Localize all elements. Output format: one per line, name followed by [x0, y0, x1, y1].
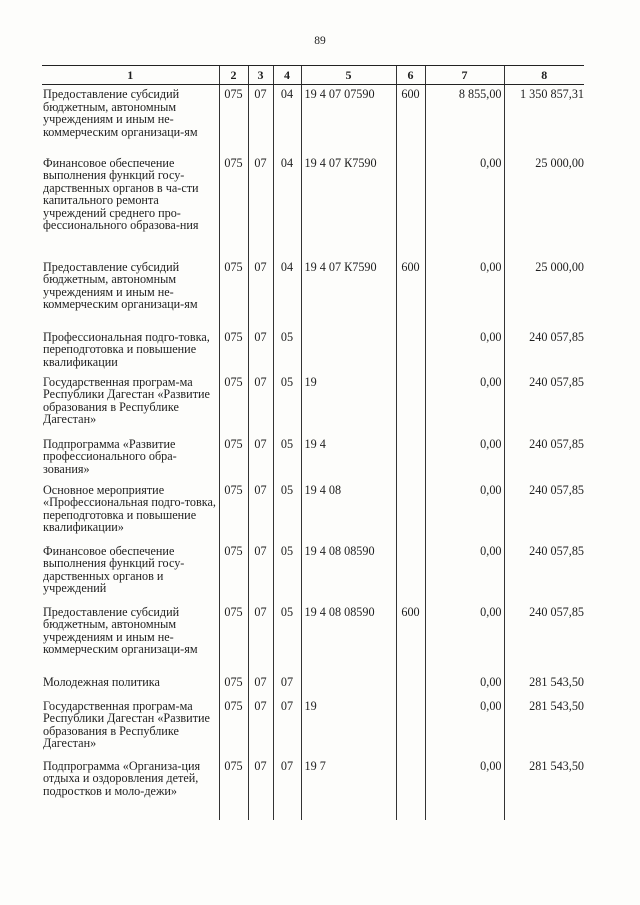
row-name: Государственная програм-ма Республики Дагестан «Развитие образования в Республике Дагестан»	[43, 374, 210, 427]
column-header-3: 3	[248, 66, 273, 85]
row-code: 19 4 08	[301, 481, 396, 542]
row-col2: 075	[219, 542, 248, 603]
row-col8: 240 057,85	[504, 373, 584, 435]
row-col7: 0,00	[425, 258, 504, 328]
row-code: 19	[301, 697, 396, 757]
row-col6	[396, 542, 425, 603]
row-name: Предоставление субсидий бюджетным, автономным учреждениям и иным не-коммерческим организаци-ям	[43, 259, 198, 312]
row-col6	[396, 373, 425, 435]
row-code	[301, 673, 396, 697]
row-name: Финансовое обеспечение выполнения функций госу-дарственных органов и учреждений	[43, 543, 185, 596]
row-col4: 04	[273, 85, 301, 154]
table-row	[42, 673, 584, 697]
row-col2: 075	[219, 757, 248, 820]
row-col6: 600	[396, 603, 425, 673]
row-col7: 8 855,00	[425, 85, 504, 154]
row-col7: 0,00	[425, 697, 504, 757]
page-number: 89	[314, 35, 326, 47]
row-col4: 05	[273, 542, 301, 603]
column-header-5: 5	[301, 66, 396, 85]
row-name: Подпрограмма «Развитие профессионального обра-зования»	[43, 436, 177, 476]
row-col4: 05	[273, 481, 301, 542]
table-row	[42, 481, 584, 542]
row-col2: 075	[219, 154, 248, 258]
row-col3: 07	[248, 697, 273, 757]
row-name: Государственная програм-ма Республики Дагестан «Развитие образования в Республике Дагестан»	[43, 698, 210, 751]
table-row	[42, 697, 584, 757]
row-col3: 07	[248, 603, 273, 673]
row-name: Предоставление субсидий бюджетным, автономным учреждениям и иным не-коммерческим организаци-ям	[43, 87, 198, 139]
row-col7: 0,00	[425, 435, 504, 481]
table-row	[42, 154, 584, 258]
table-row	[42, 603, 584, 673]
row-code: 19 4	[301, 435, 396, 481]
row-name: Финансовое обеспечение выполнения функций госу-дарственных органов в ча-сти капитального ремонта учреждений среднего про-фессионального образова-ния	[43, 155, 199, 233]
table-row	[42, 328, 584, 373]
table-row	[42, 373, 584, 435]
row-col3: 07	[248, 85, 273, 154]
row-col8: 281 543,50	[504, 697, 584, 757]
row-col7: 0,00	[425, 154, 504, 258]
row-col2: 075	[219, 85, 248, 154]
row-col6	[396, 673, 425, 697]
row-col3: 07	[248, 481, 273, 542]
row-col8: 1 350 857,31	[504, 85, 584, 154]
row-col6	[396, 154, 425, 258]
row-col6	[396, 757, 425, 820]
row-name: Основное мероприятие «Профессиональная подго-товка, переподготовка и повышение квалификации»	[43, 482, 216, 535]
row-col7: 0,00	[425, 673, 504, 697]
row-col8: 281 543,50	[504, 757, 584, 820]
row-name: Профессиональная подго-товка, переподготовка и повышение квалификации	[43, 329, 210, 369]
row-col8: 240 057,85	[504, 542, 584, 603]
row-col7: 0,00	[425, 603, 504, 673]
row-col4: 04	[273, 154, 301, 258]
row-name: Молодежная политика	[43, 674, 160, 689]
table-row	[42, 757, 584, 820]
row-col6: 600	[396, 258, 425, 328]
row-col7: 0,00	[425, 757, 504, 820]
row-col7: 0,00	[425, 373, 504, 435]
row-col6: 600	[396, 85, 425, 154]
row-col3: 07	[248, 757, 273, 820]
row-col4: 05	[273, 435, 301, 481]
row-code: 19 7	[301, 757, 396, 820]
column-header-8: 8	[504, 66, 584, 85]
column-header-2: 2	[219, 66, 248, 85]
column-header-7: 7	[425, 66, 504, 85]
row-col3: 07	[248, 542, 273, 603]
row-code	[301, 328, 396, 373]
row-code: 19	[301, 373, 396, 435]
row-col2: 075	[219, 435, 248, 481]
row-name: Предоставление субсидий бюджетным, автономным учреждениям и иным не-коммерческим организаци-ям	[43, 604, 198, 657]
table-row	[42, 435, 584, 481]
row-col6	[396, 435, 425, 481]
row-col8: 240 057,85	[504, 481, 584, 542]
row-code: 19 4 07 К7590	[301, 258, 396, 328]
row-col6	[396, 328, 425, 373]
row-col6	[396, 481, 425, 542]
row-col3: 07	[248, 154, 273, 258]
table-row	[42, 85, 584, 154]
row-col2: 075	[219, 481, 248, 542]
row-col6	[396, 697, 425, 757]
row-col8: 240 057,85	[504, 435, 584, 481]
row-col4: 07	[273, 673, 301, 697]
row-col2: 075	[219, 673, 248, 697]
row-col2: 075	[219, 328, 248, 373]
row-code: 19 4 07 К7590	[301, 154, 396, 258]
row-col8: 240 057,85	[504, 603, 584, 673]
column-header-4: 4	[273, 66, 301, 85]
row-col2: 075	[219, 258, 248, 328]
table-header-row	[42, 66, 584, 85]
row-col4: 05	[273, 603, 301, 673]
row-col2: 075	[219, 697, 248, 757]
row-code: 19 4 08 08590	[301, 603, 396, 673]
row-col7: 0,00	[425, 481, 504, 542]
budget-table	[42, 65, 584, 820]
row-col3: 07	[248, 328, 273, 373]
row-col3: 07	[248, 435, 273, 481]
row-col7: 0,00	[425, 542, 504, 603]
row-col4: 05	[273, 373, 301, 435]
table-row	[42, 542, 584, 603]
row-col8: 25 000,00	[504, 154, 584, 258]
row-col4: 07	[273, 697, 301, 757]
row-col2: 075	[219, 603, 248, 673]
row-name: Подпрограмма «Организа-ция отдыха и оздоровления детей, подростков и моло-дежи»	[43, 758, 201, 798]
row-col3: 07	[248, 258, 273, 328]
row-col7: 0,00	[425, 328, 504, 373]
row-col2: 075	[219, 373, 248, 435]
row-col8: 25 000,00	[504, 258, 584, 328]
row-col4: 07	[273, 757, 301, 820]
row-col4: 05	[273, 328, 301, 373]
row-col3: 07	[248, 373, 273, 435]
row-code: 19 4 07 07590	[301, 85, 396, 154]
row-col8: 240 057,85	[504, 328, 584, 373]
row-col3: 07	[248, 673, 273, 697]
column-header-1: 1	[42, 66, 219, 85]
row-code: 19 4 08 08590	[301, 542, 396, 603]
table-row	[42, 258, 584, 328]
row-col4: 04	[273, 258, 301, 328]
column-header-6: 6	[396, 66, 425, 85]
row-col8: 281 543,50	[504, 673, 584, 697]
